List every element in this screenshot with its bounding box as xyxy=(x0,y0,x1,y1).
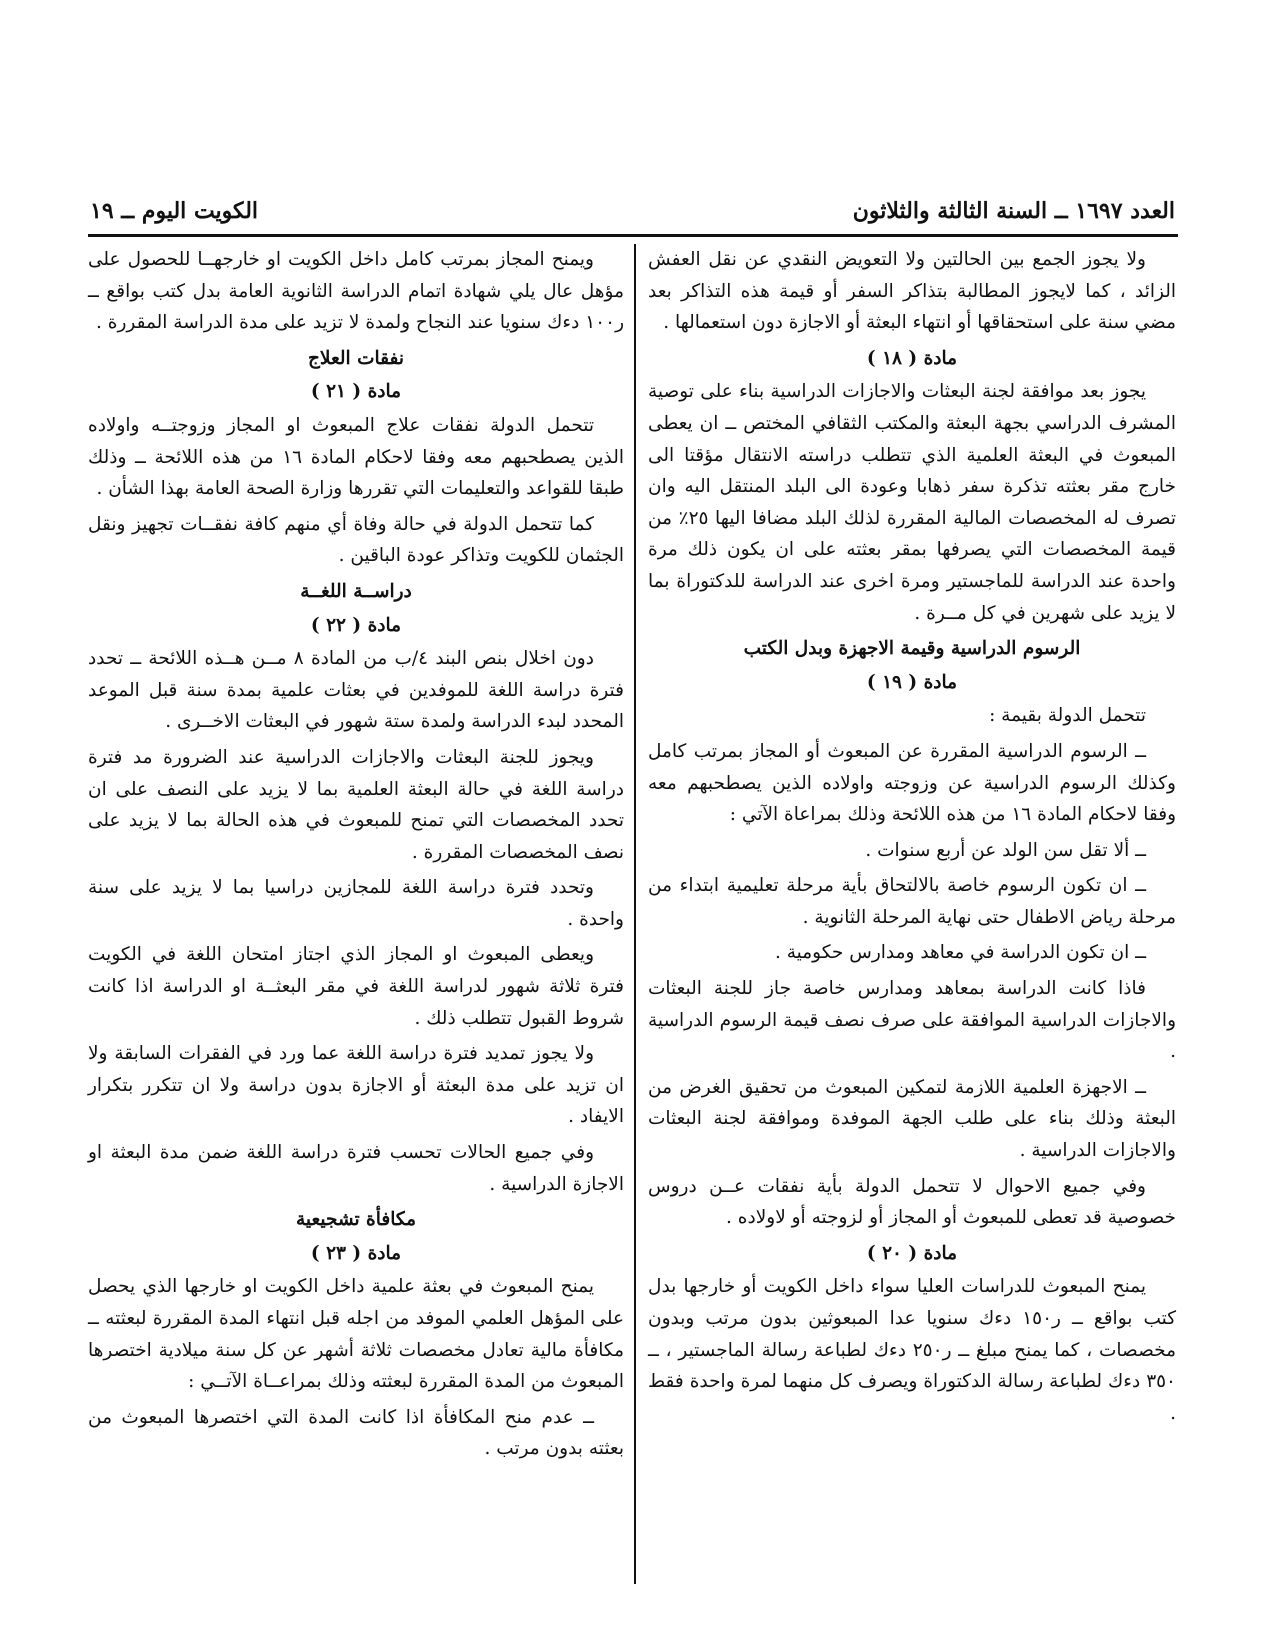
paragraph: يمنح المبعوث في بعثة علمية داخل الكويت او خارجها الذي يحصل على المؤهل العلمي الموفد من اجله قبل انتهاء المدة المقررة لبعثته ــ مكافأة مالية تعادل مخصصات ثلاثة أشهر عن كل سنة ميلادية اختصرها المبعوث من المدة المقررة لبعثته وذلك بمراعــاة الآتــي : xyxy=(88,1276,624,1393)
paragraph: ــ ان تكون الرسوم خاصة بالالتحاق بأية مرحلة تعليمية ابتداء من مرحلة رياض الاطفال حتى نهاية المرحلة الثانوية . xyxy=(648,875,1176,928)
paragraph: ــ ألا تقل سن الولد عن أربع سنوات . xyxy=(865,839,1146,861)
paragraph: ويجوز للجنة البعثات والاجازات الدراسية عند الضرورة مد فترة دراسة اللغة في حالة البعثة العلمية بما لا يزيد على النصف على ان تحدد المخصصات التي تمنح للمبعوث في هذه الحالة بما لا يزيد على نصف المخصصات المقررة . xyxy=(88,746,624,863)
paragraph: ولا يجوز الجمع بين الحالتين ولا التعويض النقدي عن نقل العفش الزائد ، كما لايجوز المطالبة بتذاكر السفر أو قيمة هذه التذاكر بعد مضي سنة على استحقاقها أو انتهاء البعثة أو الاجازة دون استعمالها . xyxy=(648,249,1176,334)
section-title: نفقات العلاج xyxy=(307,347,405,369)
paragraph: ولا يجوز تمديد فترة دراسة اللغة عما ورد في الفقرات السابقة ولا ان تزيد على مدة البعثة أو الاجازة بدون دراسة ولا ان تتكرر بتكرار الايفاد . xyxy=(88,1043,624,1128)
header-rule xyxy=(88,234,1178,237)
paragraph: ــ ان تكون الدراسة في معاهد ومدارس حكومية . xyxy=(774,942,1146,964)
paragraph: وفي جميع الاحوال لا تتحمل الدولة بأية نفقات عــن دروس خصوصية قد تعطى للمبعوث أو المجاز أو لزوجته أو لاولاده . xyxy=(648,1175,1176,1229)
article-heading: مادة ( ١٩ ) xyxy=(866,671,958,693)
paragraph: دون اخلال بنص البند ٤/ب من المادة ٨ مــن هــذه اللائحة ــ تحدد فترة دراسة اللغة للموفدين في بعثات علمية بمدة سنة قبل الموعد المحدد لبدء الدراسة ولمدة ستة شهور في البعثات الاخــرى . xyxy=(88,648,624,733)
paragraph: ــ عدم منح المكافأة اذا كانت المدة التي اختصرها المبعوث من بعثته بدون مرتب . xyxy=(88,1406,624,1460)
section-title: دراســة اللغــة xyxy=(300,580,412,602)
paragraph: تتحمل الدولة نفقات علاج المبعوث او المجاز وزوجتــه واولاده الذين يصطحبهم معه وفقا لاحكام المادة ١٦ من هذه اللائحة ــ وذلك طبقا للقواعد والتعليمات التي تقررها وزارة الصحة العامة بهذا الشأن . xyxy=(88,414,624,500)
paragraph: كما تتحمل الدولة في حالة وفاة أي منهم كافة نفقــات تجهيز ونقل الجثمان للكويت وتذاكر عودة الباقين . xyxy=(88,513,624,567)
section-title: مكافأة تشجيعية xyxy=(296,1209,416,1231)
issue-number: العدد ١٦٩٧ ــ السنة الثالثة والثلاثون xyxy=(852,198,1175,224)
paragraph: ويعطى المبعوث او المجاز الذي اجتاز امتحان اللغة في الكويت فترة ثلاثة شهور لدراسة اللغة في مقر البعثــة او الدراسة اذا كانت شروط القبول تتطلب ذلك . xyxy=(88,944,624,1029)
paragraph: يمنح المبعوث للدراسات العليا سواء داخل الكويت أو خارجها بدل كتب بواقع ــ ر١٥٠ دءك سنويا عدا المبعوثين بدون مرتب وبدون مخصصات ، كما يمنح مبلغ ــ ر٢٥٠ دءك لطباعة رسالة الماجستير ، ــ ٣٥٠ دءك لطباعة رسالة الدكتوراة ويصرف كل منهما لمرة واحدة فقط . xyxy=(648,1276,1176,1424)
paragraph: وفي جميع الحالات تحسب فترة دراسة اللغة ضمن مدة البعثة او الاجازة الدراسية . xyxy=(88,1142,624,1195)
section-title: الرسوم الدراسية وقيمة الاجهزة وبدل الكتب xyxy=(743,638,1081,660)
page-header xyxy=(90,194,1175,228)
paragraph: ــ الاجهزة العلمية اللازمة لتمكين المبعوث من تحقيق الغرض من البعثة وذلك بناء على طلب الجهة الموفدة وموافقة لجنة البعثات والاجازات الدراسية . xyxy=(648,1076,1176,1162)
article-heading: مادة ( ٢٠ ) xyxy=(866,1242,958,1264)
right-column xyxy=(648,244,1176,1433)
article-heading: مادة ( ٢٣ ) xyxy=(310,1242,402,1264)
paragraph: تتحمل الدولة بقيمة : xyxy=(989,705,1146,727)
column-divider xyxy=(634,244,636,1584)
article-heading: مادة ( ١٨ ) xyxy=(866,347,958,369)
paragraph: يجوز بعد موافقة لجنة البعثات والاجازات الدراسية بناء على توصية المشرف الدراسي بجهة البعثة والمكتب الثقافي المختص ــ ان يعطى المبعوث في البعثة العلمية الذي تتطلب دراسته الانتقال مؤقتا الى خارج مقر بعثته تذكرة سفر ذهابا وعودة الى البلد المنتقل اليه وان تصرف له المخصصات المالية المقررة لذلك البلد مضافا اليها ٢٥٪ من قيمة المخصصات التي يصرفها بمقر بعثته على ان يكون ذلك مرة واحدة عند الدراسة للماجستير ومرة اخرى عند الدراسة للدكتوراة بما لا يزيد على شهرين في كل مــرة . xyxy=(648,381,1177,624)
paragraph: وتحدد فترة دراسة اللغة للمجازين دراسيا بما لا يزيد على سنة واحدة . xyxy=(88,877,624,930)
page-number: الكويت اليوم ــ ١٩ xyxy=(90,198,259,224)
left-column xyxy=(88,244,624,1469)
article-heading: مادة ( ٢١ ) xyxy=(310,381,402,403)
paragraph: ويمنح المجاز بمرتب كامل داخل الكويت او خارجهــا للحصول على مؤهل عال يلي شهادة اتمام الدراسة الثانوية العامة بدل كتب بواقع ــ ر١٠٠ دءك سنويا عند النجاح ولمدة لا تزيد على مدة الدراسة المقررة . xyxy=(88,249,624,334)
paragraph: فاذا كانت الدراسة بمعاهد ومدارس خاصة جاز للجنة البعثات والاجازات الدراسية الموافقة على صرف نصف قيمة الرسوم الدراسية . xyxy=(648,978,1176,1063)
article-heading: مادة ( ٢٢ ) xyxy=(310,614,402,636)
paragraph: ــ الرسوم الدراسية المقررة عن المبعوث أو المجاز بمرتب كامل وكذلك الرسوم الدراسية عن وزوجته واولاده الذين يصطحبهم معه وفقا لاحكام المادة ١٦ من هذه اللائحة وذلك بمراعاة الآتي : xyxy=(648,740,1176,826)
